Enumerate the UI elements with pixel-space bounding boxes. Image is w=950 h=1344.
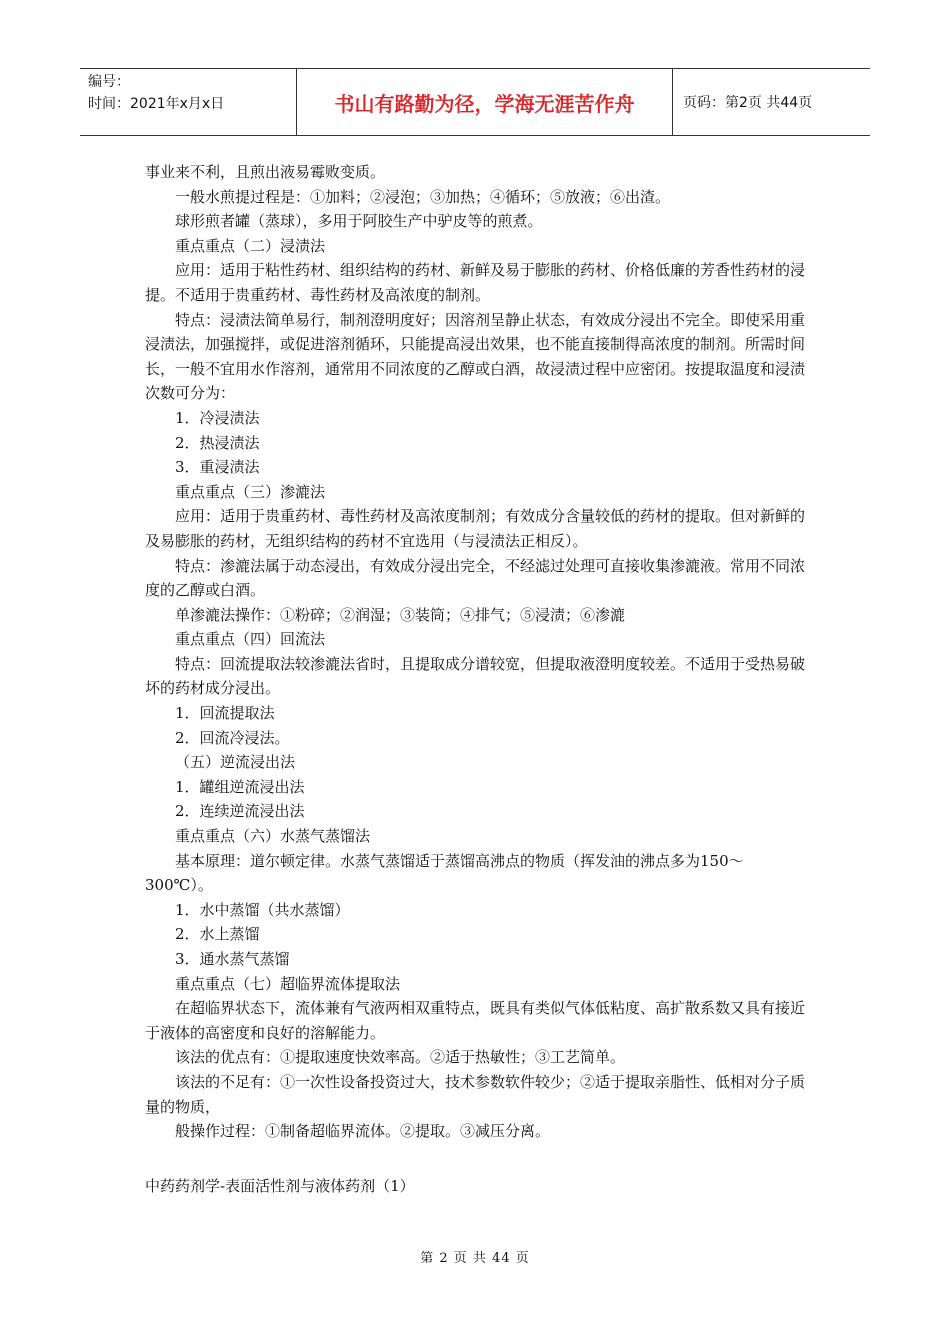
- paragraph: 2．热浸渍法: [175, 433, 260, 452]
- section-title: 中药药剂学-表面活性剂与液体药剂（1）: [145, 1176, 415, 1195]
- number-label: 编号：: [88, 74, 130, 90]
- paragraph: 重点重点（七）超临界流体提取法: [175, 974, 401, 993]
- paragraph: 应用：适用于贵重药材、毒性药材及高浓度制剂；有效成分含量较低的药材的提取。但对新鲜的及易膨胀的药材，无组织结构的药材不宜选用（与浸渍法正相反）。: [145, 507, 806, 550]
- paragraph: 球形煎者罐（蒸球），多用于阿胶生产中驴皮等的煎煮。: [175, 212, 543, 231]
- paragraph: 2．水上蒸馏: [175, 925, 260, 944]
- paragraph: 2．回流冷浸法。: [175, 728, 290, 747]
- date-label: 时间：2021年x月x日: [88, 96, 225, 112]
- paragraph: 重点重点（四）回流法: [175, 630, 326, 649]
- header-motto: 书山有路勤为径，学海无涯苦作舟: [297, 69, 673, 135]
- paragraph: 特点：渗漉法属于动态浸出，有效成分浸出完全，不经滤过处理可直接收集渗漉液。常用不同浓度的乙醇或白酒。: [145, 556, 806, 600]
- paragraph: 特点：浸渍法简单易行，制剂澄明度好；因溶剂呈静止状态，有效成分浸出不完全。即使采用重浸渍法，加强搅拌，或促进溶剂循环，只能提高浸出效果，也不能直接制得高浓度的制剂。所需时间长，一般不宜用水作溶剂，通常用不同浓度的乙醇或白酒，故浸渍过程中应密闭。按提取温度和浸渍次数可分为：: [145, 310, 806, 403]
- paragraph: 般操作过程：①制备超临界流体。②提取。③减压分离。: [175, 1122, 551, 1141]
- page-header: [80, 68, 870, 136]
- paragraph: 重点重点（六）水蒸气蒸馏法: [175, 827, 371, 846]
- paragraph: 在超临界状态下，流体兼有气液两相双重特点，既具有类似气体低粘度、高扩散系数又具有接近于液体的高密度和良好的溶解能力。: [145, 999, 806, 1042]
- paragraph: 特点：回流提取法较渗漉法省时，且提取成分谱较宽，但提取液澄明度较差。不适用于受热易破坏的药材成分浸出。: [145, 654, 806, 698]
- paragraph: 单渗漉法操作：①粉碎；②润湿；③装筒；④排气；⑤浸渍；⑥渗漉: [175, 605, 626, 624]
- paragraph: 应用：适用于粘性药材、组织结构的药材、新鲜及易于膨胀的药材、价格低廉的芳香性药材的浸提。不适用于贵重药材、毒性药材及高浓度的制剂。: [145, 261, 806, 304]
- paragraph: 基本原理：道尔顿定律。水蒸气蒸馏适于蒸馏高沸点的物质（挥发油的沸点多为150～300℃）。: [145, 851, 744, 895]
- paragraph: 事业来不利，且煎出液易霉败变质。: [145, 163, 386, 181]
- header-page-info: 页码：第2页 共44页: [683, 95, 813, 111]
- document-body: [145, 160, 810, 1198]
- paragraph: 一般水煎提过程是：①加料；②浸泡；③加热；④循环；⑤放液；⑥出渣。: [175, 187, 671, 206]
- paragraph: 1．冷浸渍法: [175, 408, 260, 427]
- paragraph: 2．连续逆流浸出法: [175, 802, 305, 821]
- paragraph: 该法的优点有：①提取速度快效率高。②适于热敏性；③工艺简单。: [175, 1048, 626, 1067]
- paragraph: 1．水中蒸馏（共水蒸馏）: [175, 900, 350, 919]
- paragraph: 重点重点（三）渗漉法: [175, 482, 326, 501]
- header-meta: [80, 69, 297, 135]
- page-footer: 第 2 页 共 44 页: [420, 1251, 530, 1266]
- section-spacer: [145, 1144, 810, 1174]
- paragraph-list: [145, 160, 810, 1144]
- paragraph: 该法的不足有：①一次性设备投资过大，技术参数软件较少；②适于提取亲脂性、低相对分子质量的物质，: [145, 1072, 806, 1116]
- paragraph: 3．通水蒸气蒸馏: [175, 950, 290, 968]
- paragraph: 重点重点（二）浸渍法: [175, 236, 326, 255]
- paragraph: 3．重浸渍法: [175, 458, 260, 477]
- paragraph: （五）逆流浸出法: [175, 753, 296, 772]
- paragraph: 1．罐组逆流浸出法: [175, 777, 305, 796]
- paragraph: 1．回流提取法: [175, 704, 275, 723]
